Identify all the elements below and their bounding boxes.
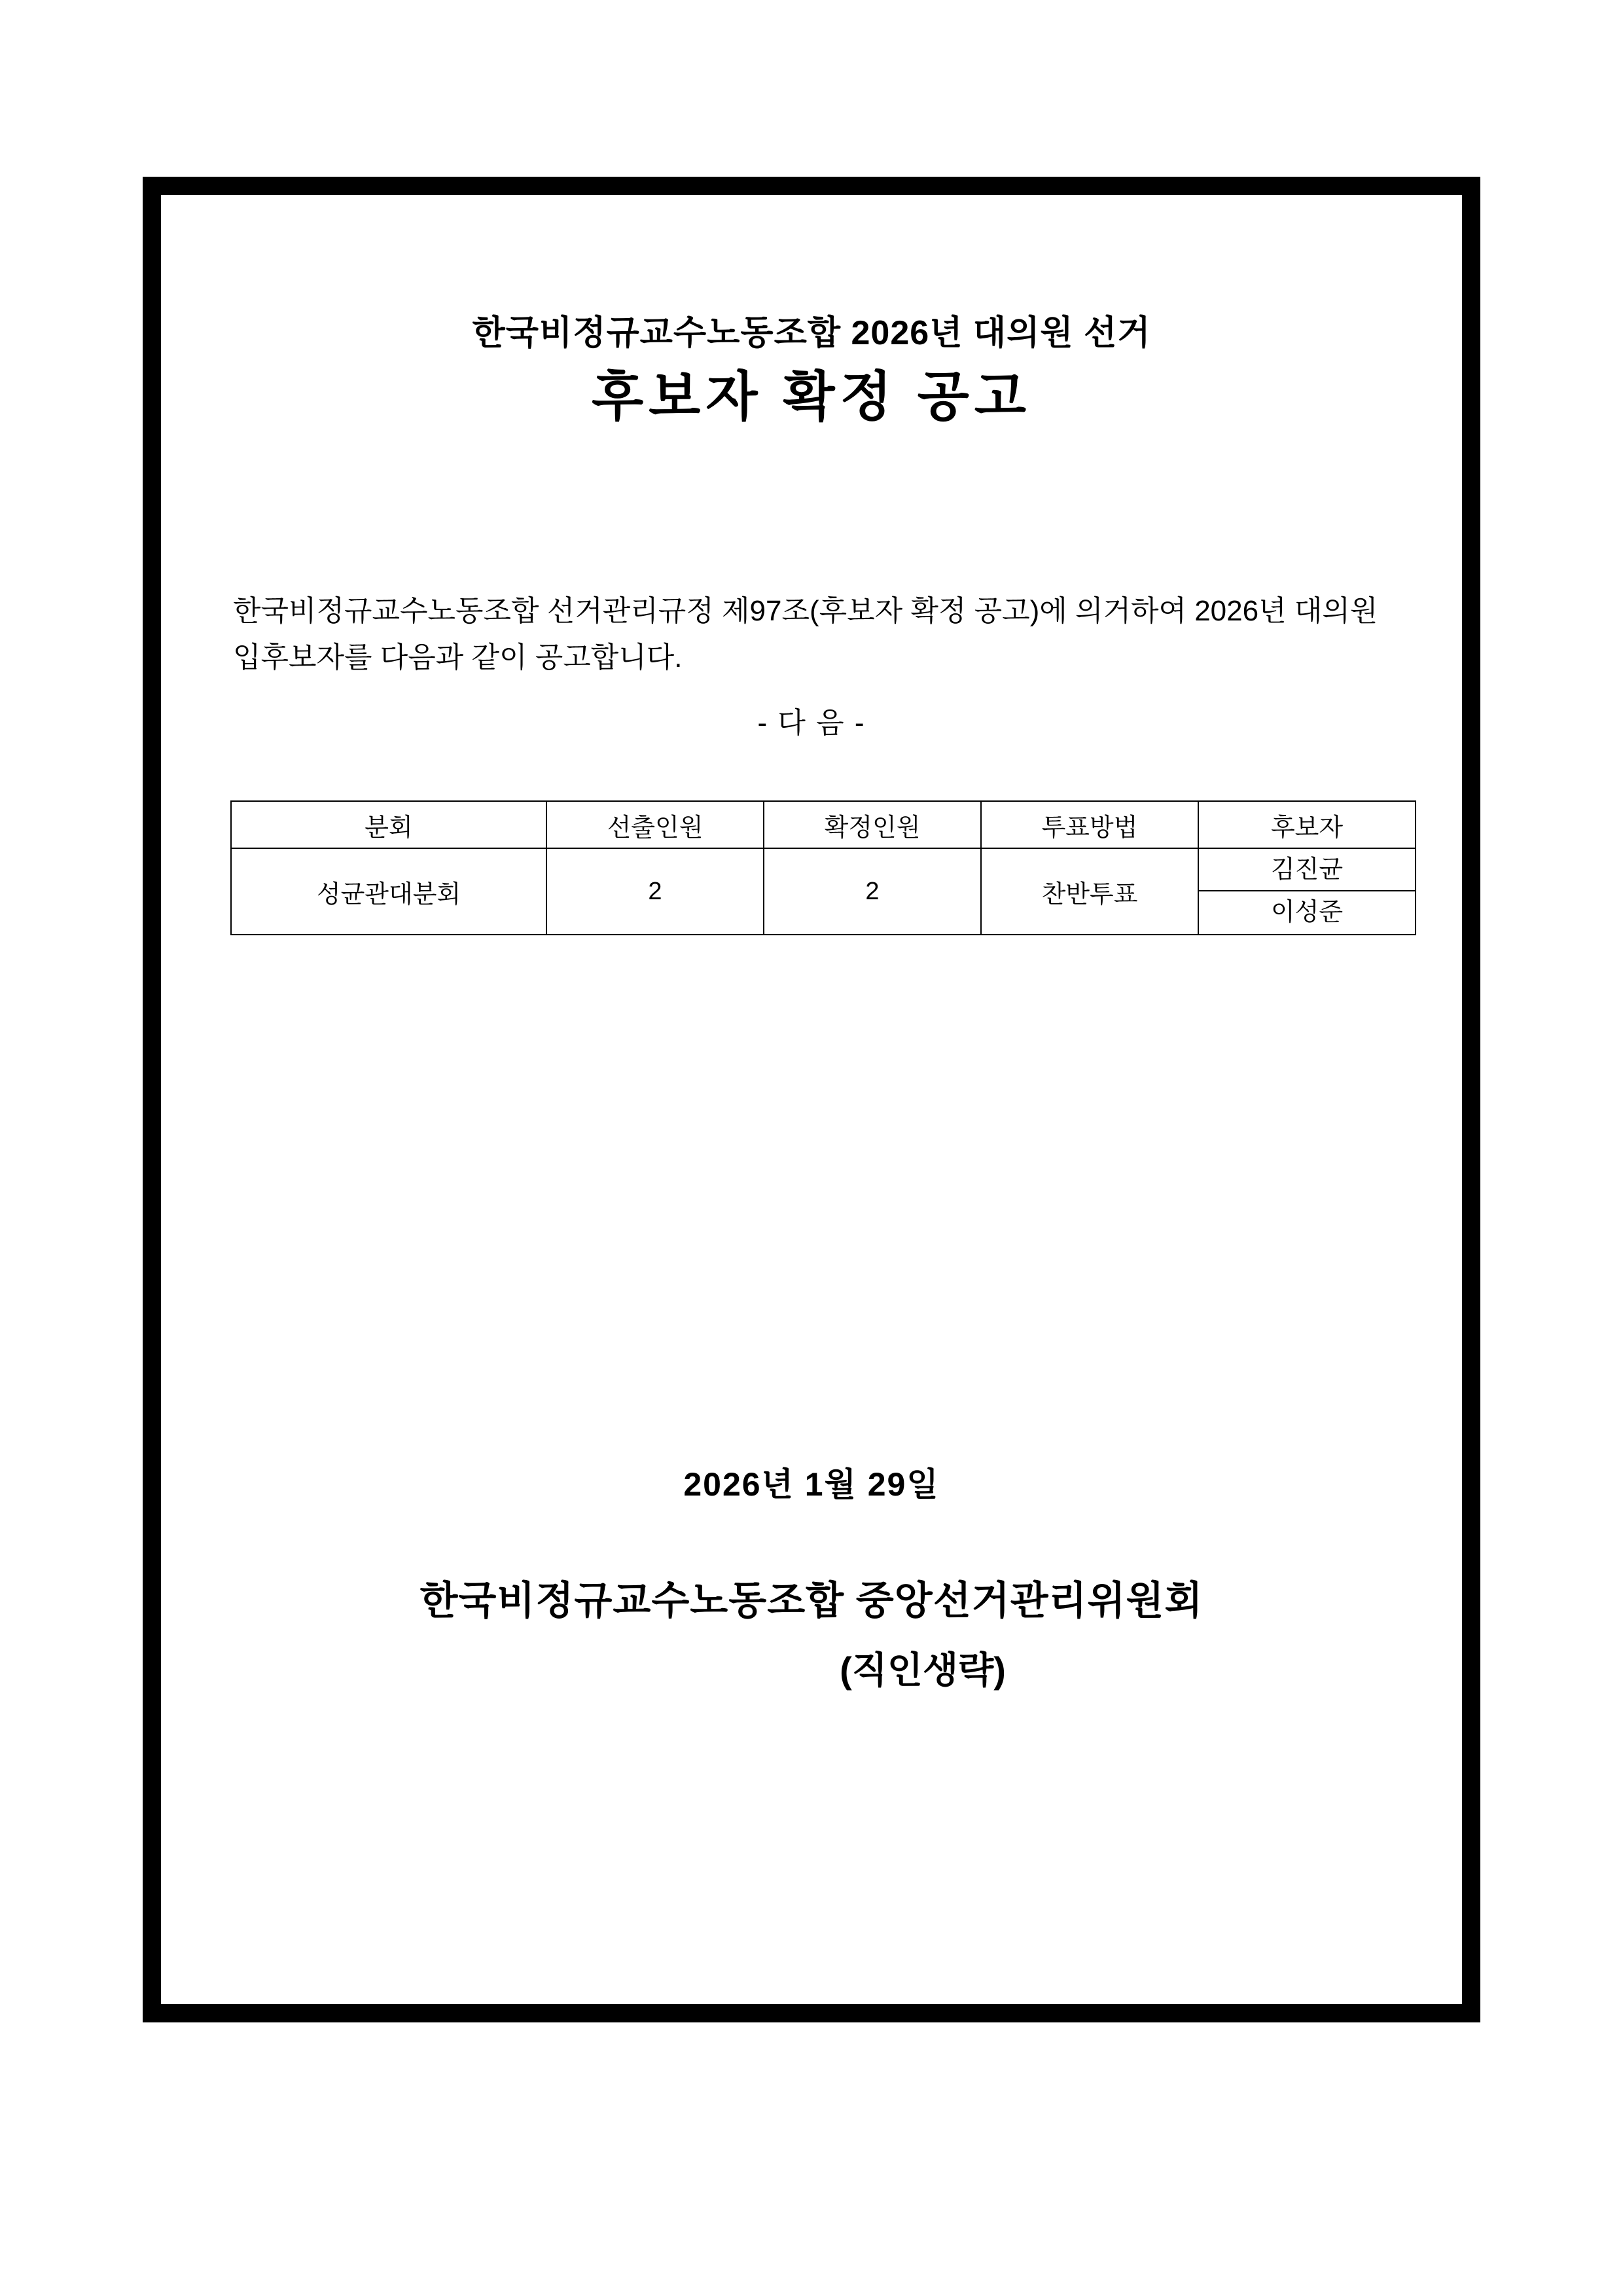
table-header-confirmed-count: 확정인원 xyxy=(764,801,981,848)
cell-vote-method: 찬반투표 xyxy=(981,848,1198,935)
page-title: 후보자 확정 공고 xyxy=(591,367,1032,427)
document-border-frame xyxy=(143,177,1480,2022)
table-row xyxy=(231,848,1416,935)
table-header-row xyxy=(231,801,1416,848)
daeum-label: - 다 음 - xyxy=(757,707,866,739)
cell-elect-count: 2 xyxy=(546,848,764,935)
table-header-candidates: 후보자 xyxy=(1198,801,1416,848)
candidate-name: 이성준 xyxy=(1270,899,1344,926)
issue-date: 2026년 1월 29일 xyxy=(683,1466,940,1503)
candidate-name: 김진균 xyxy=(1199,849,1415,891)
cell-candidates xyxy=(1198,848,1416,935)
seal-omitted-note: (직인생략) xyxy=(840,1649,1006,1691)
issuing-organization: 한국비정규교수노동조합 중앙선거관리위원회 xyxy=(419,1579,1204,1623)
table-header-vote-method: 투표방법 xyxy=(981,801,1198,848)
body-paragraph: 한국비정규교수노동조합 선거관리규정 제97조(후보자 확정 공고)에 의거하여 2026년 대의원 입후보자를 다음과 같이 공고합니다. xyxy=(233,595,1378,674)
table-header-elect-count: 선출인원 xyxy=(546,801,764,848)
table-header-branch: 분회 xyxy=(231,801,546,848)
document-content xyxy=(161,195,1462,2004)
candidate-table xyxy=(230,800,1416,935)
cell-branch: 성균관대분회 xyxy=(231,848,546,935)
cell-confirmed-count: 2 xyxy=(764,848,981,935)
document-subtitle: 한국비정규교수노동조합 2026년 대의원 선거 xyxy=(472,314,1151,352)
